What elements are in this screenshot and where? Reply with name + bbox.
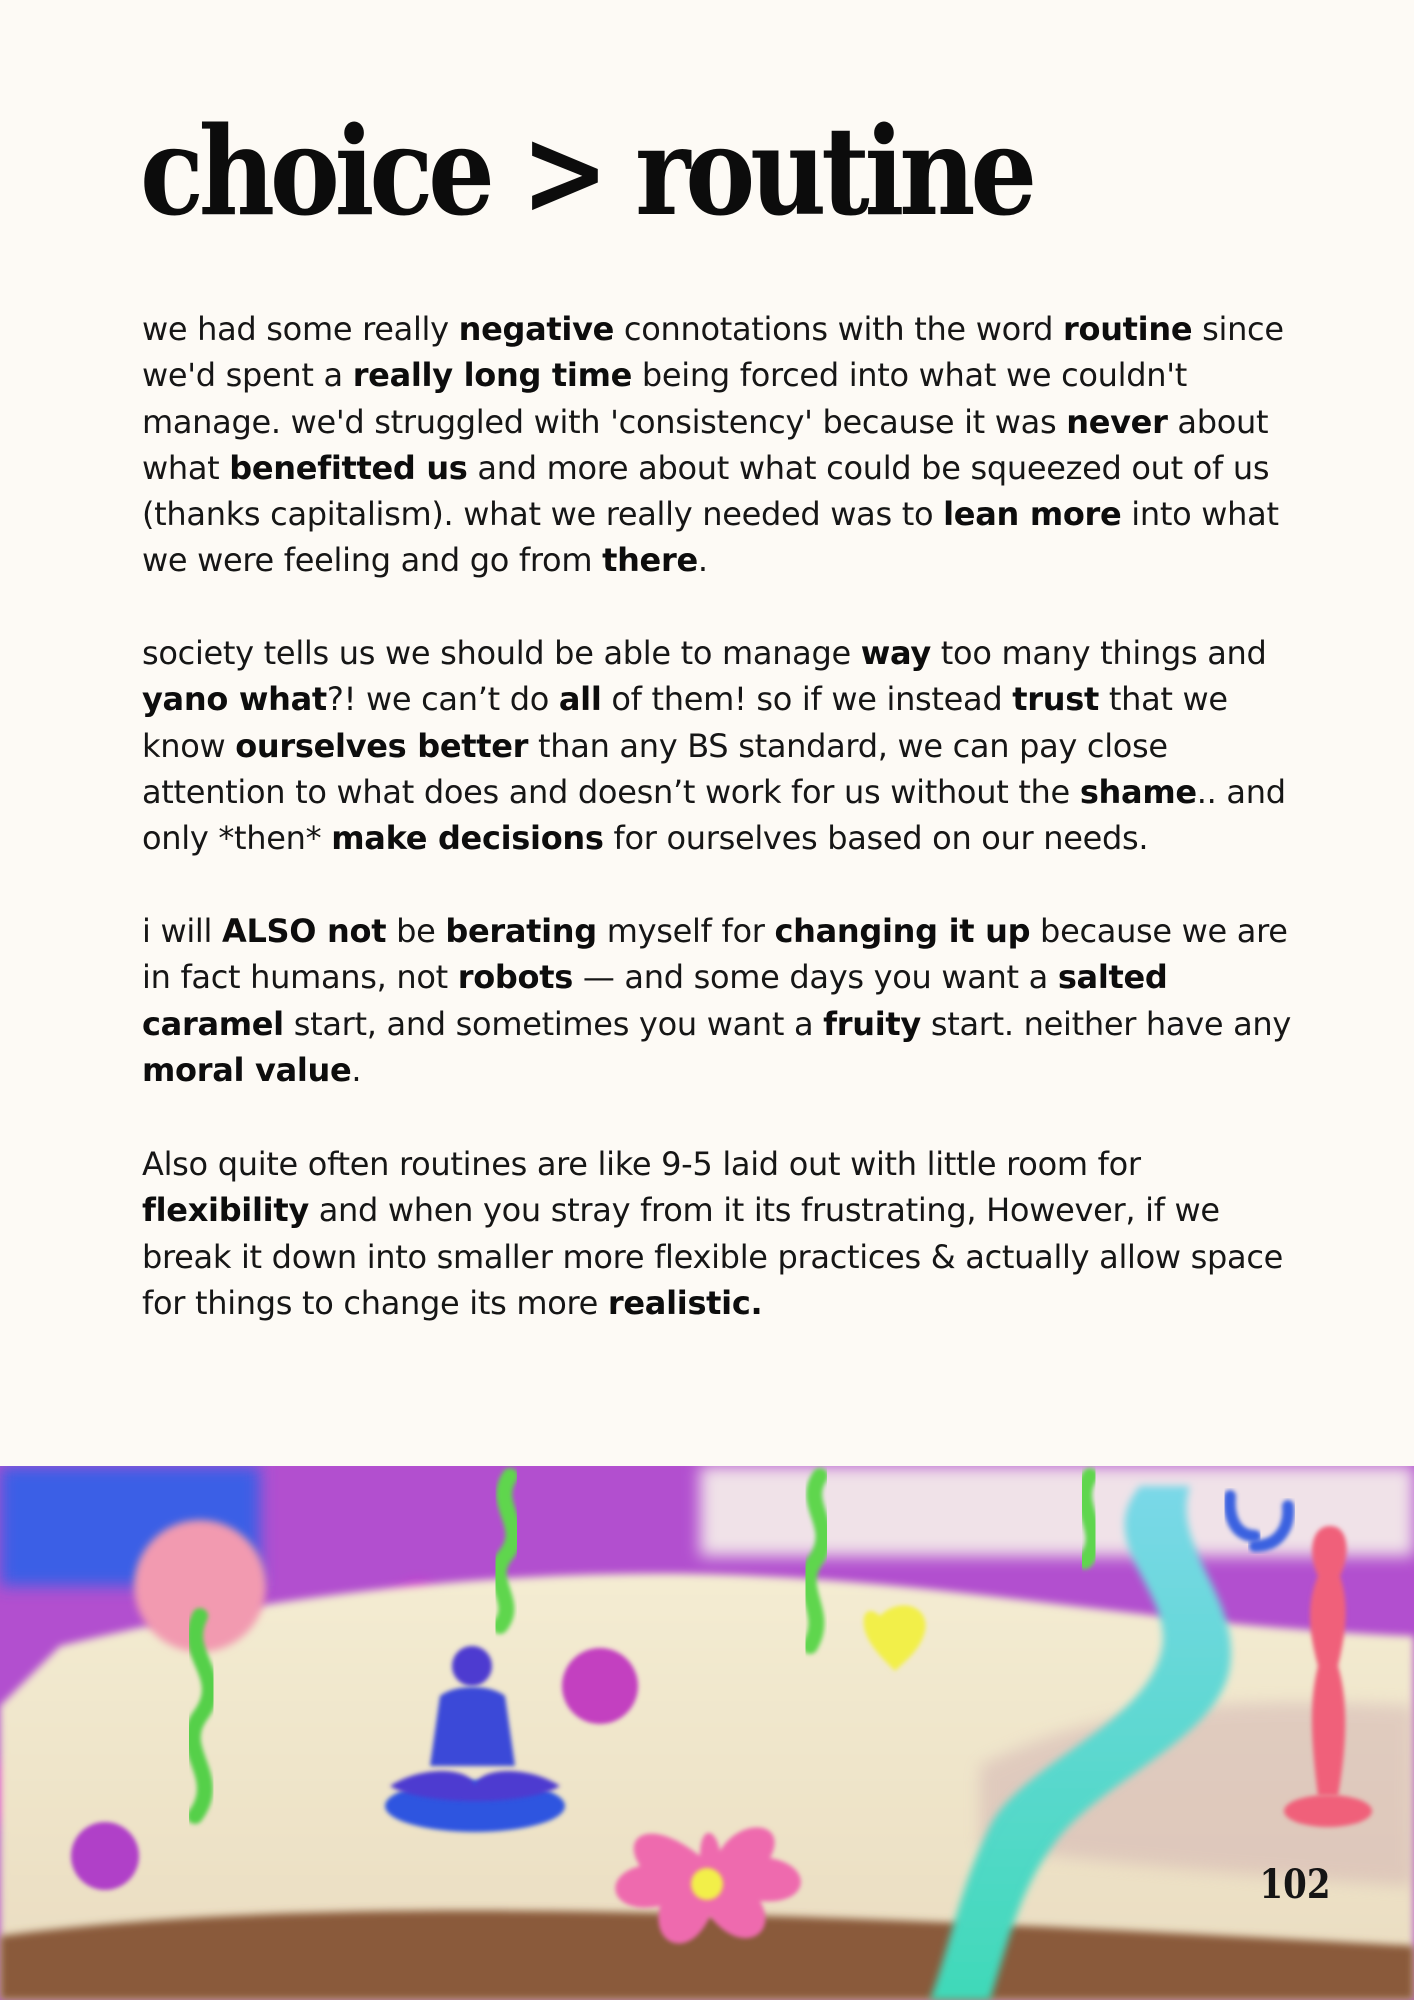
emphasis-text: make decisions bbox=[331, 819, 604, 858]
text-run: about what bbox=[142, 402, 1269, 487]
emphasis-text: benefitted us bbox=[229, 448, 468, 487]
text-run: and when you stray from it its frustrating, However, if we break it down into smaller more flexible practices & actually allow space for things to change its more bbox=[142, 1191, 1284, 1322]
text-run: for ourselves based on our needs. bbox=[603, 819, 1149, 858]
emphasis-text: really long time bbox=[352, 356, 633, 395]
emphasis-text: fruity bbox=[823, 1004, 921, 1043]
text-run: of them! so if we instead bbox=[601, 680, 1013, 719]
emphasis-text: there bbox=[602, 541, 698, 580]
text-run: because we are in fact humans, not bbox=[142, 912, 1288, 997]
text-run: myself for bbox=[596, 912, 775, 950]
text-run: into what we were feeling and go from bbox=[142, 495, 1279, 580]
text-run: society tells us we should be able to manage bbox=[142, 634, 861, 672]
text-run: that we know bbox=[142, 680, 1228, 765]
text-run: — and some days you want a bbox=[572, 958, 1058, 997]
emphasis-text: robots bbox=[457, 958, 573, 997]
text-run: start. neither have any bbox=[920, 1004, 1292, 1043]
emphasis-text: berating bbox=[445, 912, 597, 950]
emphasis-text: moral value bbox=[142, 1050, 352, 1089]
page-title: choice > routine bbox=[140, 99, 1032, 243]
text-run: than any BS standard, we can pay close attention to what does and doesn’t work for us without the bbox=[142, 726, 1168, 811]
text-run: start, and sometimes you want a bbox=[283, 1004, 824, 1043]
paragraph-1 bbox=[142, 306, 1292, 584]
emphasis-text: shame bbox=[1079, 772, 1197, 811]
emphasis-text: way bbox=[860, 634, 931, 672]
text-run: . bbox=[697, 541, 708, 580]
emphasis-text: lean more bbox=[943, 495, 1122, 534]
text-run: . bbox=[351, 1050, 362, 1089]
page-number: 102 bbox=[1259, 1861, 1330, 1908]
paragraph-4 bbox=[142, 1141, 1292, 1326]
text-run: ?! we can’t do bbox=[326, 680, 559, 719]
emphasis-text: never bbox=[1066, 402, 1168, 441]
emphasis-text: ourselves better bbox=[235, 726, 529, 765]
emphasis-text: ALSO not bbox=[221, 912, 387, 950]
text-run: being forced into what we couldn't manage. we'd struggled with 'consistency' because it was bbox=[142, 356, 1187, 441]
landscape-illustration bbox=[0, 1466, 1414, 2000]
emphasis-text: changing it up bbox=[774, 912, 1031, 950]
text-run: Also quite often routines are like 9-5 laid out with little room for bbox=[142, 1145, 1141, 1183]
text-run: we had some really bbox=[142, 310, 459, 348]
text-run: i will bbox=[142, 912, 222, 950]
emphasis-text: realistic. bbox=[607, 1283, 763, 1322]
paragraph-2 bbox=[142, 630, 1292, 861]
text-run: too many things and bbox=[930, 634, 1267, 672]
text-run: connotations with the word bbox=[614, 310, 1064, 348]
emphasis-text: all bbox=[558, 680, 602, 719]
text-run: and more about what could be squeezed out of us (thanks capitalism). what we really needed was to bbox=[142, 448, 1270, 534]
emphasis-text: negative bbox=[458, 310, 615, 348]
emphasis-text: salted caramel bbox=[142, 958, 1168, 1043]
paragraph-3 bbox=[142, 908, 1292, 1093]
text-run: be bbox=[386, 912, 446, 950]
emphasis-text: routine bbox=[1063, 310, 1193, 348]
emphasis-text: yano what bbox=[142, 680, 327, 719]
emphasis-text: flexibility bbox=[142, 1191, 309, 1230]
text-run: .. and only *then* bbox=[142, 772, 1286, 858]
emphasis-text: trust bbox=[1012, 680, 1099, 719]
text-run: since we'd spent a bbox=[142, 310, 1284, 395]
